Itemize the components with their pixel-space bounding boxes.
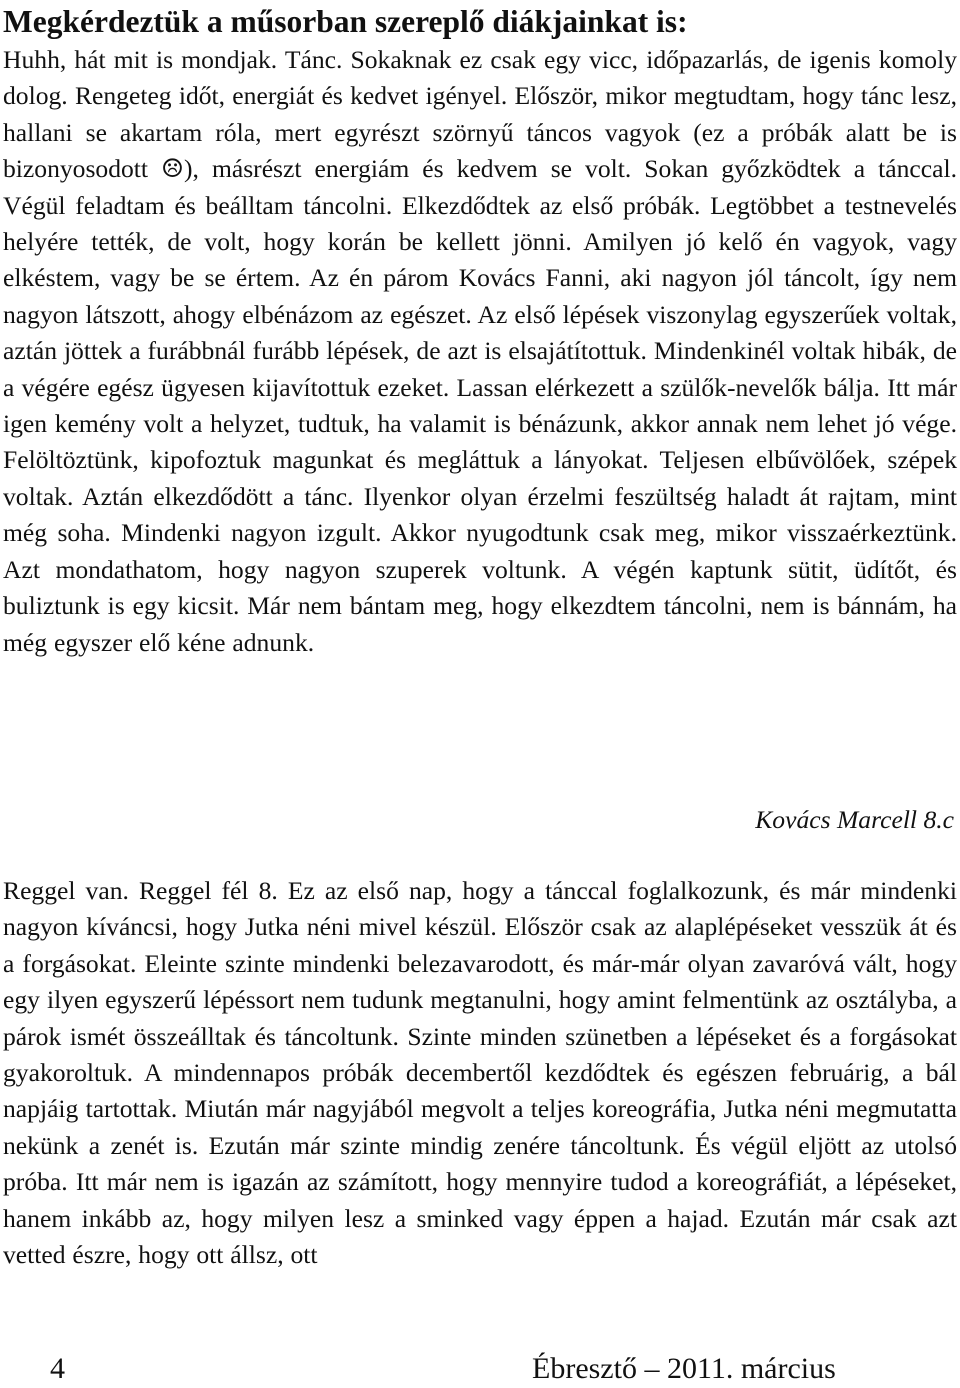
author-signature: Kovács Marcell 8.c xyxy=(755,805,954,834)
publication-footer: Ébresztő – 2011. március xyxy=(532,1352,836,1385)
article-heading: Megkérdeztük a műsorban szereplő diákjainkat is: xyxy=(3,4,688,39)
page-number: 4 xyxy=(50,1352,65,1385)
paragraph-second-interview: Reggel van. Reggel fél 8. Ez az első nap, hogy a tánccal foglalkozunk, és már mindenki nagyon kíváncsi, hogy Jutka néni mivel készül. Először csak az alaplépéseket vesszük át és a forgásokat. Eleinte szinte mindenki belezavarodott, és már-már olyan zavaróvá vált, hogy egy ilyen egyszerű lépéssort nem tudunk megtanulni, hogy amint felmentünk az osztályba, a párok ismét összeálltak és táncoltunk. Szinte minden szünetben a lépéseket és a forgásokat gyakoroltuk. A mindennapos próbák decembertől kezdődtek és egészen februárig, a bál napjáig tartottak. Miután már nagyjából megvolt a teljes koreográfia, Jutka néni megmutatta nekünk a zenét is. Ezután már szinte mindig zenére táncoltunk. És végül eljött az utolsó próba. Itt már nem is igazán az számított, hogy mennyire tudod a koreográfiát, a lépéseket, hanem inkább az, hogy milyen lesz a sminked vagy éppen a hajad. Ezután már csak azt vetted észre, hogy ott állsz, ott xyxy=(3,876,957,1270)
paragraph-first-interview: Huhh, hát mit is mondjak. Tánc. Sokaknak ez csak egy vicc, időpazarlás, de igenis komoly dolog. Rengeteg időt, energiát és kedvet igényel. Először, mikor megtudtam, hogy tánc lesz, hallani se akartam róla, mert egyrészt szörnyű táncos vagyok (ez a próbák alatt be is bizonyosodott ☹), másrészt energiám és kedvem se volt. Sokan győzködtek a tánccal. Végül feladtam és beálltam táncolni. Elkezdődtek az első próbák. Legtöbbet a testnevelés helyére tették, de volt, hogy korán be kellett jönni. Amilyen jó kelő én vagyok, vagy elkéstem, vagy be se értem. Az én párom Kovács Fanni, aki nagyon jól táncolt, így nem nagyon látszott, ahogy elbénázom az egészet. Az első lépések viszonylag egyszerűek voltak, aztán jöttek a furábbnál furább lépések, de azt is elsajátítottuk. Mindenkinél voltak hibák, de a végére egész ügyesen kijavítottuk ezeket. Lassan elérkezett a szülők-nevelők bálja. Itt már igen kemény volt a helyzet, tudtuk, ha valamit is bénázunk, akkor annak nem lehet jó vége. Felöltöztünk, kipofoztuk magunkat és megláttuk a lányokat. Teljesen elbűvölőek, szépek voltak. Aztán elkezdődött a tánc. Ilyenkor olyan érzelmi feszültség haladt át rajtam, mint még soha. Mindenki nagyon izgult. Akkor nyugodtunk csak meg, mikor visszaérkeztünk. Azt mondathatom, hogy nagyon szuperek voltunk. A végén kaptunk sütit, üdítőt, és buliztunk is egy kicsit. Már nem bántam meg, hogy elkezdtem táncolni, nem is bánnám, ha még egyszer elő kéne adnunk. xyxy=(3,45,957,657)
